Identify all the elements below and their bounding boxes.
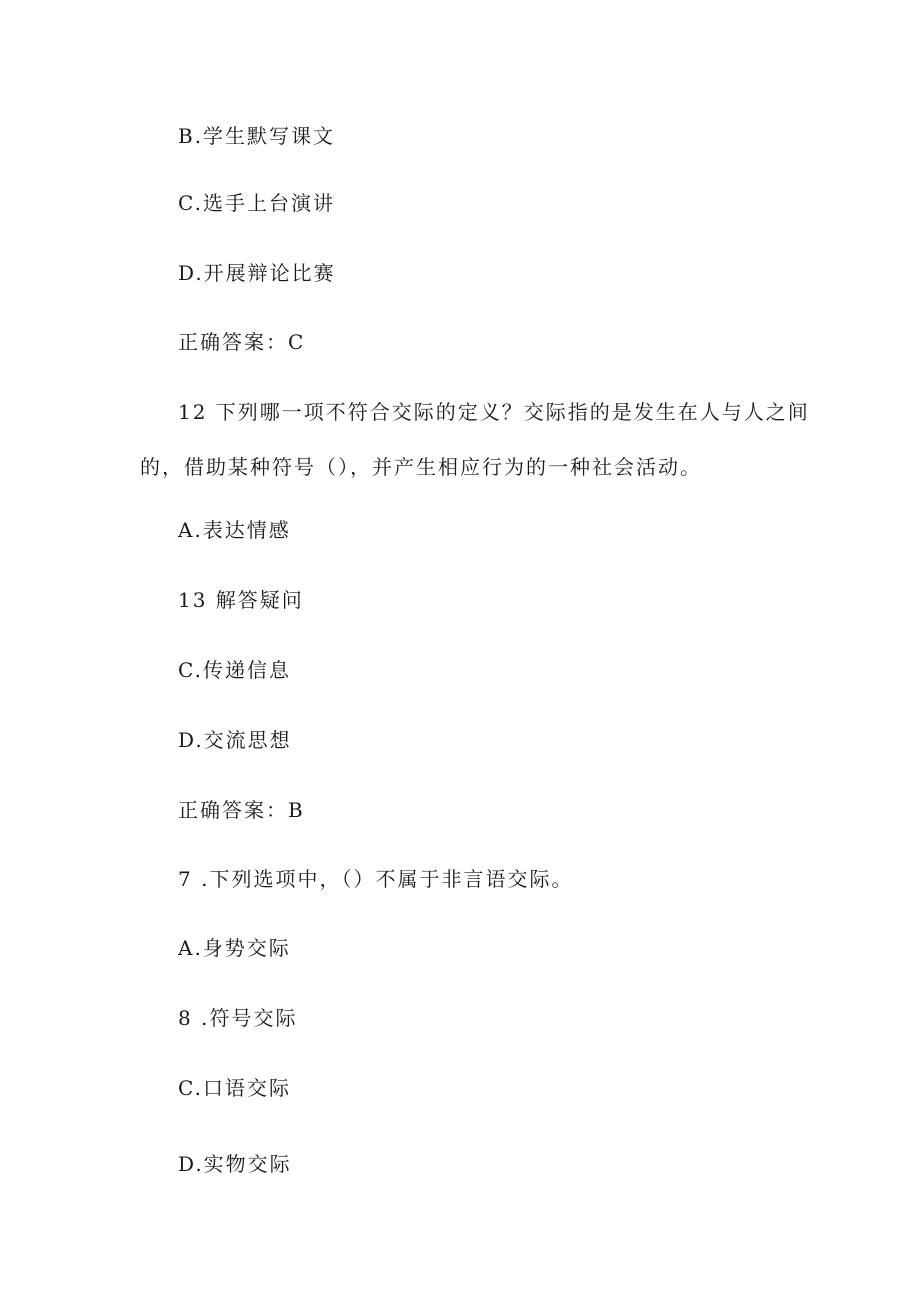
option-c-information: C.传递信息 [178,658,291,682]
option-d-object-communication: D.实物交际 [178,1152,292,1176]
option-answer-questions: 13 解答疑问 [178,588,304,612]
question-7: 7 .下列选项中，（）不属于非言语交际。 [178,867,574,891]
option-d-thoughts: D.交流思想 [178,728,292,752]
option-d-debate: D.开展辩论比赛 [178,261,336,285]
option-symbol-communication: 8 .符号交际 [178,1006,298,1030]
option-c-speech: C.选手上台演讲 [178,191,335,215]
question-12-line-2: 的，借助某种符号（），并产生相应行为的一种社会活动。 [140,455,702,479]
answer-line-2: 正确答案：B [178,798,305,822]
option-c-oral-communication: C.口语交际 [178,1076,291,1100]
answer-line-1: 正确答案：C [178,330,306,354]
question-12-line-1: 12 下列哪一项不符合交际的定义？交际指的是发生在人与人之间 [178,400,810,424]
question-12 [140,398,810,481]
option-b-dictation: B.学生默写课文 [178,124,336,148]
option-a-body-language: A.身势交际 [178,936,291,960]
option-a-emotion: A.表达情感 [178,518,291,542]
